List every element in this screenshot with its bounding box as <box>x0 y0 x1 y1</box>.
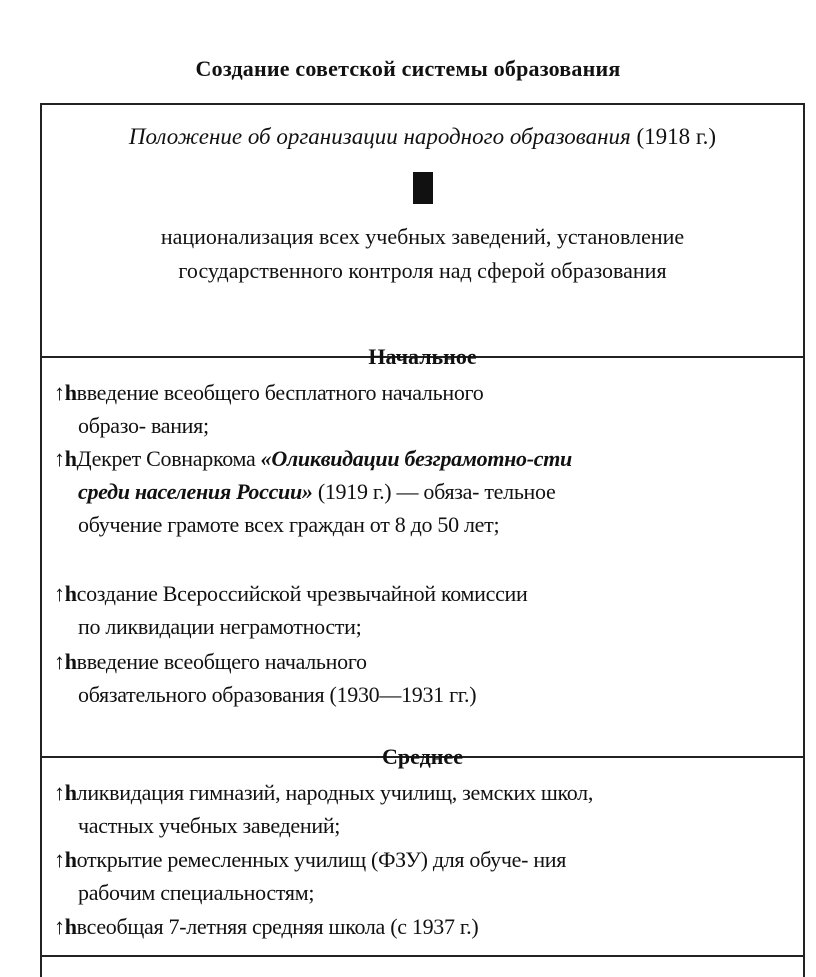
divider-bottom <box>40 955 805 957</box>
item-text-continued: рабочим специальностям; <box>78 880 315 905</box>
list-item <box>54 843 794 909</box>
bullet-icon: ↑h <box>54 649 77 674</box>
item-text-continued: обучение грамоте всех граждан от 8 до 50 лет; <box>78 512 500 537</box>
item-text-continued: обязательного образования (1930—1931 гг.) <box>78 682 477 707</box>
item-text: Декрет Совнаркома <box>76 446 261 471</box>
bullet-icon: ↑h <box>54 446 77 471</box>
decree-year: (1918 г.) <box>636 124 717 149</box>
section-heading-secondary: Среднее <box>382 744 463 769</box>
page-title: Создание советской системы образования <box>195 56 621 81</box>
list-item <box>54 442 794 541</box>
section-heading-primary: Начальное <box>368 344 477 369</box>
bullet-icon: ↑h <box>54 780 77 805</box>
decree-name: «Оликвидации безграмотно-сти <box>260 446 572 471</box>
list-item <box>54 645 794 711</box>
decree-document: Положение об организации народного образования <box>128 124 631 149</box>
decree-line <box>40 124 805 150</box>
item-text-continued <box>54 475 794 508</box>
item-text: открытие ремесленных училищ (ФЗУ) для обуче- ния <box>76 847 567 872</box>
bullet-icon: ↑h <box>54 581 77 606</box>
nationalization-text <box>70 220 775 288</box>
item-text: всеобщая 7-летняя средняя школа (с 1937 г.) <box>76 914 479 939</box>
table-top-border <box>40 103 805 105</box>
list-item <box>54 376 794 442</box>
item-text: ликвидация гимназий, народных училищ, земских школ, <box>76 780 594 805</box>
item-text-continued: по ликвидации неграмотности; <box>78 614 362 639</box>
list-item <box>54 577 794 643</box>
bullet-icon: ↑h <box>54 847 77 872</box>
bullet-icon: ↑h <box>54 380 77 405</box>
decree-name-continued: среди населения России» <box>78 479 313 504</box>
item-text: введение всеобщего начального <box>76 649 367 674</box>
nationalization-line-2: государственного контроля над сферой образования <box>178 258 667 283</box>
item-text-continued: образо- вания; <box>78 413 209 438</box>
bullet-icon: ↑h <box>54 914 77 939</box>
nationalization-line-1: национализация всех учебных заведений, установление <box>160 224 685 249</box>
item-text-tail: (1919 г.) — обяза- тельное <box>312 479 556 504</box>
list-item <box>54 910 794 943</box>
item-text: введение всеобщего бесплатного начального <box>76 380 484 405</box>
list-item <box>54 776 794 842</box>
item-text: создание Всероссийской чрезвычайной комиссии <box>76 581 528 606</box>
down-arrow-icon <box>413 172 433 204</box>
item-text-continued: частных учебных заведений; <box>78 813 341 838</box>
